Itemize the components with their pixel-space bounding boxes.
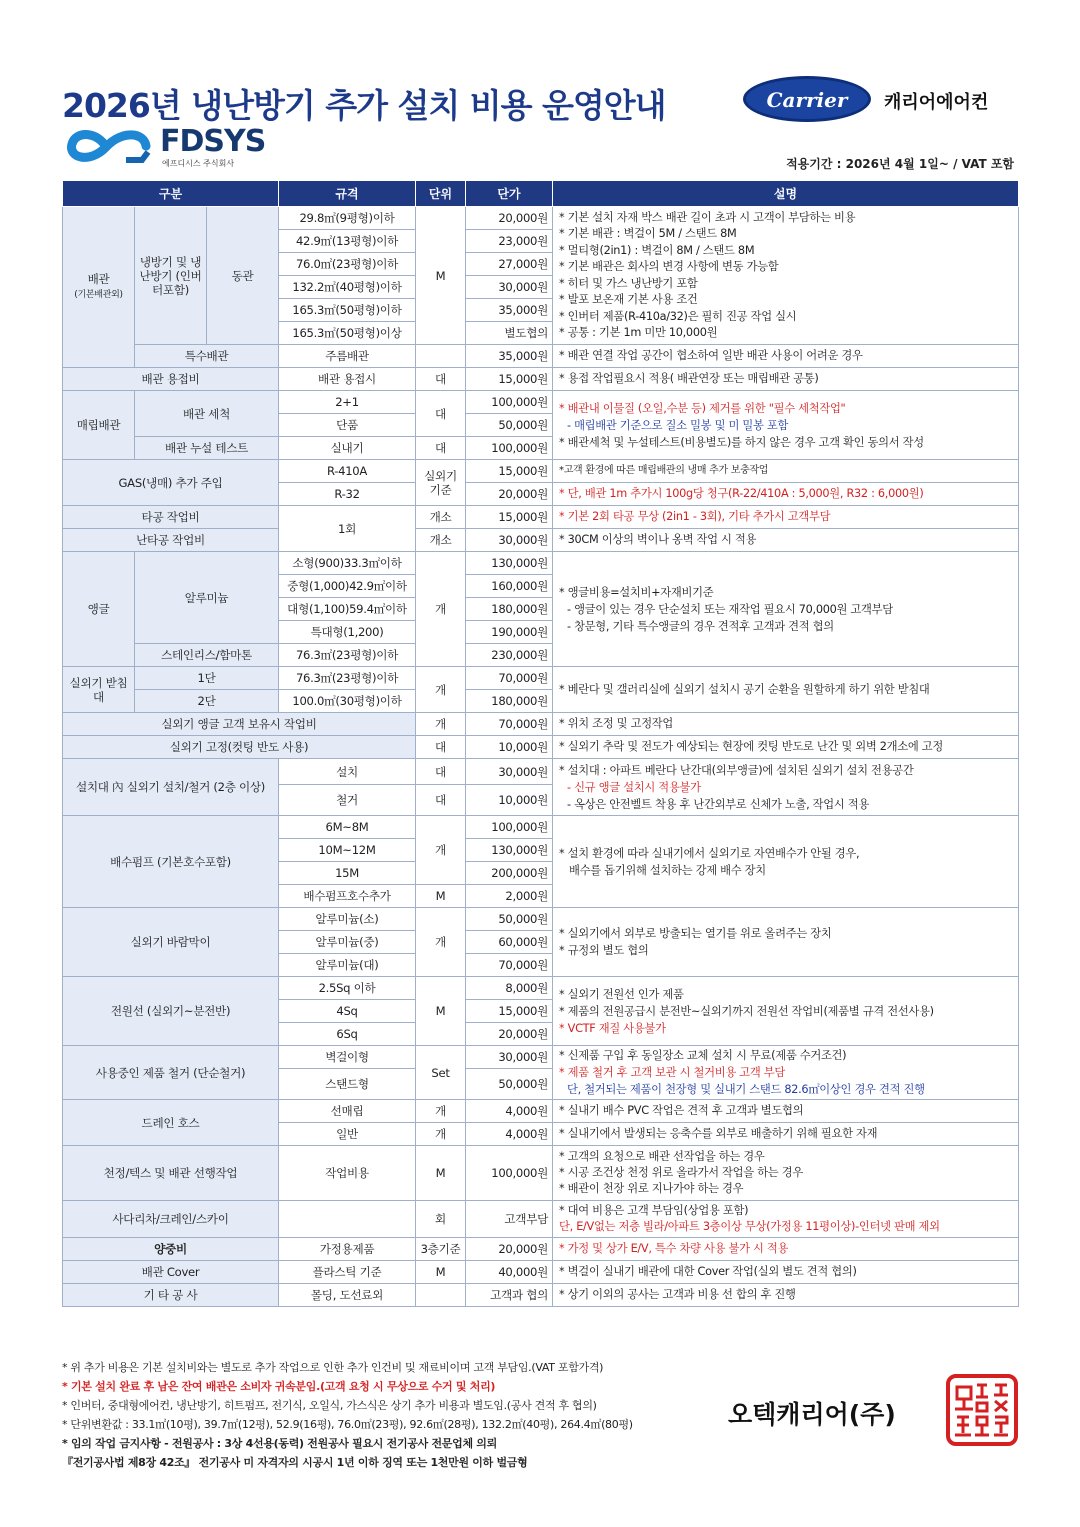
page-title: 2026년 냉난방기 추가 설치 비용 운영안내 [62, 86, 666, 125]
fdsys-logo-icon [62, 124, 156, 170]
cover-unit: M [416, 1261, 466, 1284]
pump-unit: 개 [416, 816, 466, 885]
price-table [62, 180, 1019, 1307]
drilling-desc: * 기본 2회 타공 무상 (2in1 - 3회), 기타 추가시 고객부담 [553, 506, 1019, 529]
special-piping-desc: * 배관 연결 작업 공간이 협소하여 일반 배관 사용이 어려운 경우 [553, 345, 1019, 368]
drain-desc: * 실내기에서 발생되는 응축수를 외부로 배출하기 위해 필요한 자재 [553, 1123, 1019, 1146]
wash-label: 배관 세척 [135, 391, 279, 437]
angle-spec: 대형(1,100)59.4㎡이하 [279, 598, 416, 621]
angle-price: 160,000원 [466, 575, 553, 598]
gas-spec: R-410A [279, 460, 416, 483]
drain-label: 드레인 호스 [63, 1100, 279, 1146]
welding-desc: * 용접 작업필요시 적용( 배관연장 또는 매립배관 공통) [553, 368, 1019, 391]
stand-price: 70,000원 [466, 667, 553, 690]
angle-spec: 중형(1,000)42.9㎡이하 [279, 575, 416, 598]
special-piping-spec: 주름배관 [279, 345, 416, 368]
remove-unit: 대 [416, 785, 466, 816]
gas-desc: * 단, 배관 1m 추가시 100g당 청구(R-22/410A : 5,000원, R32 : 6,000원) [553, 483, 1019, 506]
hard-drilling-price: 30,000원 [466, 529, 553, 552]
power-label: 전원선 (실외기~분전반) [63, 977, 279, 1046]
stainless-spec: 76.3㎡(23평형)이하 [279, 644, 416, 667]
drilling-unit: 개소 [416, 506, 466, 529]
wind-spec: 알루미늄(중) [279, 931, 416, 954]
lifting-spec: 가정용제품 [279, 1238, 416, 1261]
wash-spec: 단품 [279, 414, 416, 437]
fdsys-sub: 에프디시스 주식회사 [162, 159, 235, 168]
piping-desc: * 기본 설치 자재 박스 배관 길이 초과 시 고객이 부담하는 비용 * 기본 배관 : 벽걸이 5M / 스탠드 8M * 멀티형(2in1) : 벽걸이 8M / 스탠드 8M * 기본 배관은 회사의 변경 사항에 변동 가능함 * 히터 및 가스 냉난방기 포함 * 발포 보온재 기본 사용 조건 * 인버터 제품(R-410a/32)은 필히 진공 작업 실시 * 공통 : 기본 1m 미만 10,000원 [553, 207, 1019, 345]
pump-price: 130,000원 [466, 839, 553, 862]
etc-price: 고객과 협의 [466, 1284, 553, 1307]
note: * 단위변환값 : 33.1㎡(10평), 39.7㎡(12평), 52.9(16평), 76.0㎡(23평), 92.6㎡(28평), 132.2㎡(40평), 264.4㎡(80평) [62, 1418, 633, 1431]
stand-price: 180,000원 [466, 690, 553, 713]
piping-price: 23,000원 [466, 230, 553, 253]
note: * 기본 설치 완료 후 남은 잔여 배관은 소비자 귀속분임.(고객 요청 시 무상으로 수거 및 처리) [62, 1380, 496, 1393]
power-spec: 4Sq [279, 1000, 416, 1023]
wind-spec: 알루미늄(대) [279, 954, 416, 977]
drilling-price: 15,000원 [466, 506, 553, 529]
removal-unit: Set [416, 1046, 466, 1100]
company-seal-icon [945, 1373, 1019, 1447]
removal-price: 30,000원 [466, 1046, 553, 1069]
fdsys-name: FDSYS [160, 124, 266, 159]
piping-sub2: 동관 [207, 207, 279, 345]
removal-spec: 벽걸이형 [279, 1046, 416, 1069]
piping-spec: 29.8㎡(9평형)이하 [279, 207, 416, 230]
removal-spec: 스탠드형 [279, 1069, 416, 1100]
fix-desc: * 실외기 추락 및 전도가 예상되는 현장에 컷팅 반도로 난간 및 외벽 2개소에 고정 [553, 736, 1019, 759]
stand-unit: 개 [416, 667, 466, 713]
embedded-cat: 매립배관 [63, 391, 135, 460]
angle-alu: 알루미늄 [135, 552, 279, 644]
note: * 임의 작업 금지사항 - 전원공사 : 3상 4선용(동력) 전원공사 필요시 전기공사 전문업체 의뢰 [62, 1437, 497, 1450]
piping-spec: 165.3㎡(50평형)이상 [279, 322, 416, 345]
gas-price: 20,000원 [466, 483, 553, 506]
wind-price: 70,000원 [466, 954, 553, 977]
drain-price: 4,000원 [466, 1123, 553, 1146]
piping-spec: 132.2㎡(40평형)이하 [279, 276, 416, 299]
piping-price: 별도협의 [466, 322, 553, 345]
install-spec: 설치 [279, 759, 416, 785]
header-spec: 규격 [279, 181, 416, 207]
drain-unit: 개 [416, 1123, 466, 1146]
etc-desc: * 상기 이외의 공사는 고객과 비용 선 합의 후 진행 [553, 1284, 1019, 1307]
gas-desc: *고객 환경에 따른 매립배관의 냉매 추가 보충작업 [553, 460, 1019, 483]
hard-drilling-desc: * 30CM 이상의 벽이나 옹벽 작업 시 적용 [553, 529, 1019, 552]
stand-spec: 100.0㎡(30평형)이하 [279, 690, 416, 713]
pump-price: 2,000원 [466, 885, 553, 908]
ceiling-desc: * 고객의 요청으로 배관 선작업을 하는 경우 * 시공 조건상 천정 위로 올라가서 작업을 하는 경우 * 배관이 천장 위로 지나가야 하는 경우 [553, 1146, 1019, 1201]
footnotes [62, 1358, 633, 1472]
wash-spec: 2+1 [279, 391, 416, 414]
own-angle-unit: 개 [416, 713, 466, 736]
header-cat: 구분 [63, 181, 279, 207]
stand-tier: 2단 [135, 690, 279, 713]
angle-price: 130,000원 [466, 552, 553, 575]
welding-unit: 대 [416, 368, 466, 391]
drilling-spec: 1회 [279, 506, 416, 552]
ceiling-label: 천정/텍스 및 배관 선행작업 [63, 1146, 279, 1201]
piping-unit: M [416, 207, 466, 345]
stand-spec: 76.3㎡(23평형)이하 [279, 667, 416, 690]
leak-price: 100,000원 [466, 437, 553, 460]
etc-spec: 몰딩, 도선료외 [279, 1284, 416, 1307]
pump-hose-unit: M [416, 885, 466, 908]
piping-price: 27,000원 [466, 253, 553, 276]
drain-desc: * 실내기 배수 PVC 작업은 견적 후 고객과 별도협의 [553, 1100, 1019, 1123]
cover-price: 40,000원 [466, 1261, 553, 1284]
angle-desc: * 앵글비용=설치비+자재비기준 - 앵글이 있는 경우 단순설치 또는 재작업 필요시 70,000원 고객부담 - 창문형, 기타 특수앵글의 경우 견적후 고객과 견적 협의 [553, 552, 1019, 667]
wash-price: 50,000원 [466, 414, 553, 437]
lifting-unit: 3층기준 [416, 1238, 466, 1261]
drain-price: 4,000원 [466, 1100, 553, 1123]
power-desc: * 실외기 전원선 인가 제품 * 제품의 전원공급시 분전반~실외기까지 전원선 작업비(제품별 규격 전선사용) * VCTF 재질 사용불가 [553, 977, 1019, 1046]
welding-spec: 배관 용접시 [279, 368, 416, 391]
welding-label: 배관 용접비 [63, 368, 279, 391]
own-angle-price: 70,000원 [466, 713, 553, 736]
special-piping-price: 35,000원 [466, 345, 553, 368]
pump-price: 100,000원 [466, 816, 553, 839]
wind-label: 실외기 바람막이 [63, 908, 279, 977]
fix-label: 실외기 고정(컷팅 반도 사용) [63, 736, 416, 759]
pump-spec: 6M~8M [279, 816, 416, 839]
piping-spec: 42.9㎡(13평형)이하 [279, 230, 416, 253]
install-stand-label: 설치대 內 실외기 설치/철거 (2층 이상) [63, 759, 279, 816]
remove-price: 10,000원 [466, 785, 553, 816]
angle-cat: 앵글 [63, 552, 135, 667]
power-spec: 2.5Sq 이하 [279, 977, 416, 1000]
power-price: 15,000원 [466, 1000, 553, 1023]
drilling-label: 타공 작업비 [63, 506, 279, 529]
cover-label: 배관 Cover [63, 1261, 279, 1284]
ceiling-unit: M [416, 1146, 466, 1201]
install-price: 30,000원 [466, 759, 553, 785]
ladder-desc: * 대여 비용은 고객 부담임(상업용 포함) 단, E/V없는 저층 빌라/아파트 3층이상 무상(가정용 11평이상)-인터넷 판매 제외 [553, 1201, 1019, 1238]
lifting-price: 20,000원 [466, 1238, 553, 1261]
angle-spec: 소형(900)33.3㎡이하 [279, 552, 416, 575]
piping-cat: 배관 (기본배관외) [63, 207, 135, 368]
power-unit: M [416, 977, 466, 1046]
power-price: 8,000원 [466, 977, 553, 1000]
removal-desc: * 신제품 구입 후 동일장소 교체 설치 시 무료(제품 수거조건) * 제품 철거 후 고객 보관 시 철거비용 고객 부담 단, 철거되는 제품이 천장형 및 실내기 스탠드 82.6㎡이상인 경우 견적 진행 [553, 1046, 1019, 1100]
note: 『전기공사법 제8장 42조』 전기공사 미 자격자의 시공시 1년 이하 징역 또는 1천만원 이하 벌금형 [62, 1456, 528, 1469]
angle-spec: 특대형(1,200) [279, 621, 416, 644]
leak-unit: 대 [416, 437, 466, 460]
special-piping-label: 특수배관 [135, 345, 279, 368]
own-angle-desc: * 위치 조정 및 고정작업 [553, 713, 1019, 736]
hard-drilling-label: 난타공 작업비 [63, 529, 279, 552]
power-price: 20,000원 [466, 1023, 553, 1046]
power-spec: 6Sq [279, 1023, 416, 1046]
own-angle-label: 실외기 앵글 고객 보유시 작업비 [63, 713, 416, 736]
header-price: 단가 [466, 181, 553, 207]
wash-price: 100,000원 [466, 391, 553, 414]
lifting-label: 양중비 [63, 1238, 279, 1261]
drain-unit: 개 [416, 1100, 466, 1123]
ceiling-price: 100,000원 [466, 1146, 553, 1201]
stand-desc: * 베란다 및 갤러리실에 실외기 설치시 공기 순환을 원할하게 하기 위한 받침대 [553, 667, 1019, 713]
ladder-unit: 회 [416, 1201, 466, 1238]
piping-sub1: 냉방기 및 냉난방기 (인버터포함) [135, 207, 207, 345]
angle-price: 180,000원 [466, 598, 553, 621]
removal-price: 50,000원 [466, 1069, 553, 1100]
pump-spec: 10M~12M [279, 839, 416, 862]
angle-unit: 개 [416, 552, 466, 667]
note: * 위 추가 비용은 기본 설치비와는 별도로 추가 작업으로 인한 추가 인건비 및 재료비이며 고객 부담임.(VAT 포함가격) [62, 1361, 604, 1374]
ladder-label: 사다리차/크레인/스카이 [63, 1201, 279, 1238]
wind-desc: * 실외기에서 외부로 방출되는 열기를 위로 올려주는 장치 * 규정외 별도 협의 [553, 908, 1019, 977]
carrier-name: 캐리어에어컨 [884, 92, 989, 113]
embedded-desc: * 배관내 이물질 (오일,수분 등) 제거를 위한 "필수 세척작업" - 매립배관 기준으로 질소 밀봉 및 미 밀봉 포함 * 배관세척 및 누설테스트(비용별도)를 하지 않은 경우 고객 확인 동의서 작성 [553, 391, 1019, 460]
piping-price: 35,000원 [466, 299, 553, 322]
piping-spec: 76.0㎡(23평형)이하 [279, 253, 416, 276]
remove-spec: 철거 [279, 785, 416, 816]
leak-label: 배관 누설 테스트 [135, 437, 279, 460]
carrier-logo: Carrier [743, 76, 871, 122]
stand-tier: 1단 [135, 667, 279, 690]
install-desc: * 설치대 : 아파트 베란다 난간대(외부앵글)에 설치된 실외기 설치 전용공간 - 신규 앵글 설치시 적용불가 - 옥상은 안전벨트 착용 후 난간외부로 신체가 노출, 작업시 적용 [553, 759, 1019, 816]
cover-spec: 플라스틱 기준 [279, 1261, 416, 1284]
welding-price: 15,000원 [466, 368, 553, 391]
drain-spec: 선매립 [279, 1100, 416, 1123]
wind-price: 50,000원 [466, 908, 553, 931]
piping-price: 30,000원 [466, 276, 553, 299]
wind-price: 60,000원 [466, 931, 553, 954]
lifting-desc: * 가정 및 상가 E/V, 특수 차량 사용 불가 시 적용 [553, 1238, 1019, 1261]
ladder-price: 고객부담 [466, 1201, 553, 1238]
stainless-label: 스테인리스/함마톤 [135, 644, 279, 667]
note: * 인버터, 중대형에어컨, 냉난방기, 히트펌프, 전기식, 오일식, 가스식은 상기 추가 비용과 별도임.(공사 견적 후 협의) [62, 1399, 597, 1412]
gas-label: GAS(냉매) 추가 주입 [63, 460, 279, 506]
ceiling-spec: 작업비용 [279, 1146, 416, 1201]
header-unit: 단위 [416, 181, 466, 207]
wash-unit: 대 [416, 391, 466, 437]
removal-label: 사용중인 제품 철거 (단순철거) [63, 1046, 279, 1100]
piping-spec: 165.3㎡(50평형)이하 [279, 299, 416, 322]
fix-price: 10,000원 [466, 736, 553, 759]
pump-price: 200,000원 [466, 862, 553, 885]
leak-spec: 실내기 [279, 437, 416, 460]
pump-spec: 배수펌프호수추가 [279, 885, 416, 908]
company-name: 오텍캐리어(주) [728, 1400, 896, 1429]
hard-drilling-unit: 개소 [416, 529, 466, 552]
drain-spec: 일반 [279, 1123, 416, 1146]
wind-spec: 알루미늄(소) [279, 908, 416, 931]
period: 적용기간 : 2026년 4월 1일~ / VAT 포함 [786, 157, 1014, 171]
outdoor-stand-cat: 실외기 받침대 [63, 667, 135, 713]
header-desc: 설명 [553, 181, 1019, 207]
angle-price: 190,000원 [466, 621, 553, 644]
pump-spec: 15M [279, 862, 416, 885]
install-unit: 대 [416, 759, 466, 785]
gas-spec: R-32 [279, 483, 416, 506]
wind-unit: 개 [416, 908, 466, 977]
pump-label: 배수펌프 (기본호수포함) [63, 816, 279, 908]
etc-label: 기 타 공 사 [63, 1284, 279, 1307]
gas-price: 15,000원 [466, 460, 553, 483]
stainless-price: 230,000원 [466, 644, 553, 667]
cover-desc: * 벽걸이 실내기 배관에 대한 Cover 작업(실외 별도 견적 협의) [553, 1261, 1019, 1284]
fix-unit: 대 [416, 736, 466, 759]
piping-price: 20,000원 [466, 207, 553, 230]
pump-desc: * 설치 환경에 따라 실내기에서 실외기로 자연배수가 안될 경우, 배수를 돕기위해 설치하는 강제 배수 장치 [553, 816, 1019, 908]
gas-unit: 실외기 기준 [416, 460, 466, 506]
